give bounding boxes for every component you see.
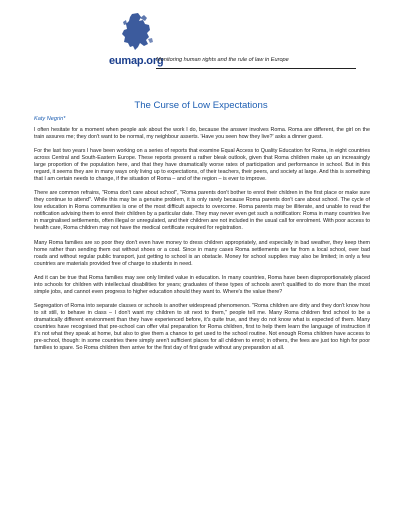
header-divider bbox=[156, 68, 356, 69]
tagline: Monitoring human rights and the rule of law in Europe bbox=[156, 57, 289, 63]
article-author: Katy Negrin* bbox=[34, 116, 66, 122]
article-title: The Curse of Low Expectations bbox=[134, 100, 268, 111]
paragraph: Many Roma families are so poor they don't even have money to dress children appropriately, and especially in bad weather, they keep them home rather than sending them out without shoes or a coat. Since in many cases Roma settlements are far from a local school, over bad roads and without regular public transport, just getting to school is an obstacle. Money for school supplies may also be limited; in only a few countries are materials provided free of charge to students in need. bbox=[34, 239, 370, 267]
paragraph: For the last two years I have been working on a series of reports that examine Equal Access to Quality Education for Roma, in eight countries across Central and South-Eastern Europe. These reports present a rather bleak outlook, given that Roma children make up an increasingly large proportion of the population here, and that they have dramatically worse rates of participation and performance in school. But in this regard, it seems they are in many ways only living up to expectations, of their teachers, their peers, and society at large. And this is something that I am certain needs to change, if the situation of Roma – and of the region – is ever to improve. bbox=[34, 148, 370, 183]
article-body bbox=[34, 127, 370, 359]
brand-name: eumap.org bbox=[109, 55, 164, 67]
europe-map-logo-icon bbox=[118, 12, 154, 52]
paragraph: Segregation of Roma into separate classes or schools is another widespread phenomenon. "Roma children are dirty and they don't know how to sit still, to behave in class – I don't want my children to sit next to them," people tell me. Many Roma children find school to be a dramatically different environment than they have experienced before, it's quite true, and they do not know what is expected of them. Many countries have recognised that pre-school can offer vital preparation for Roma children, first to help them learn the language of instruction if it's not what they speak at home, but also to give them a chance to get used to the school routine. Not enough Roma children have access to pre-school, though: in some countries there simply aren't sufficient places for all children to enrol; in others, the fees are just too high for poor families to spare. So Roma children then arrive for the first day of first grade without any preparation at all. bbox=[34, 302, 370, 351]
paragraph: I often hesitate for a moment when people ask about the work I do, because the answer involves Roma. Roma are different, the girl on the train assures me; they don't want to be normal, my neighbour asserts. 'Have you seen how they live?' asks a dinner guest. bbox=[34, 127, 370, 140]
paragraph: And it can be true that Roma families may see only limited value in education. In many countries, Roma have been disproportionately placed into schools for children with intellectual disabilities for years; graduates of these types of schools aren't qualified to do more than the most simple jobs, and cannot even progress to higher education should they want to. Where's the value there? bbox=[34, 274, 370, 295]
paragraph: There are common refrains, "Roma don't care about school", "Roma parents don't bother to enrol their children in the first place or make sure they continue to attend". While this may be a genuine problem, it is only rarely because Roma parents don't care about school. The cycle of low education in Roma communities is one of the most difficult aspects to overcome. Roma parents may be illiterate, and unable to read the notification advising them to enrol their children by a particular date. They may never even get such a notification: Roma in many countries live in marginalised settlements, often illegal or unregulated, and their children are not included in the usual call for enrolment. With poor access to health care, Roma children may not have the medical certificate required for registration. bbox=[34, 190, 370, 232]
